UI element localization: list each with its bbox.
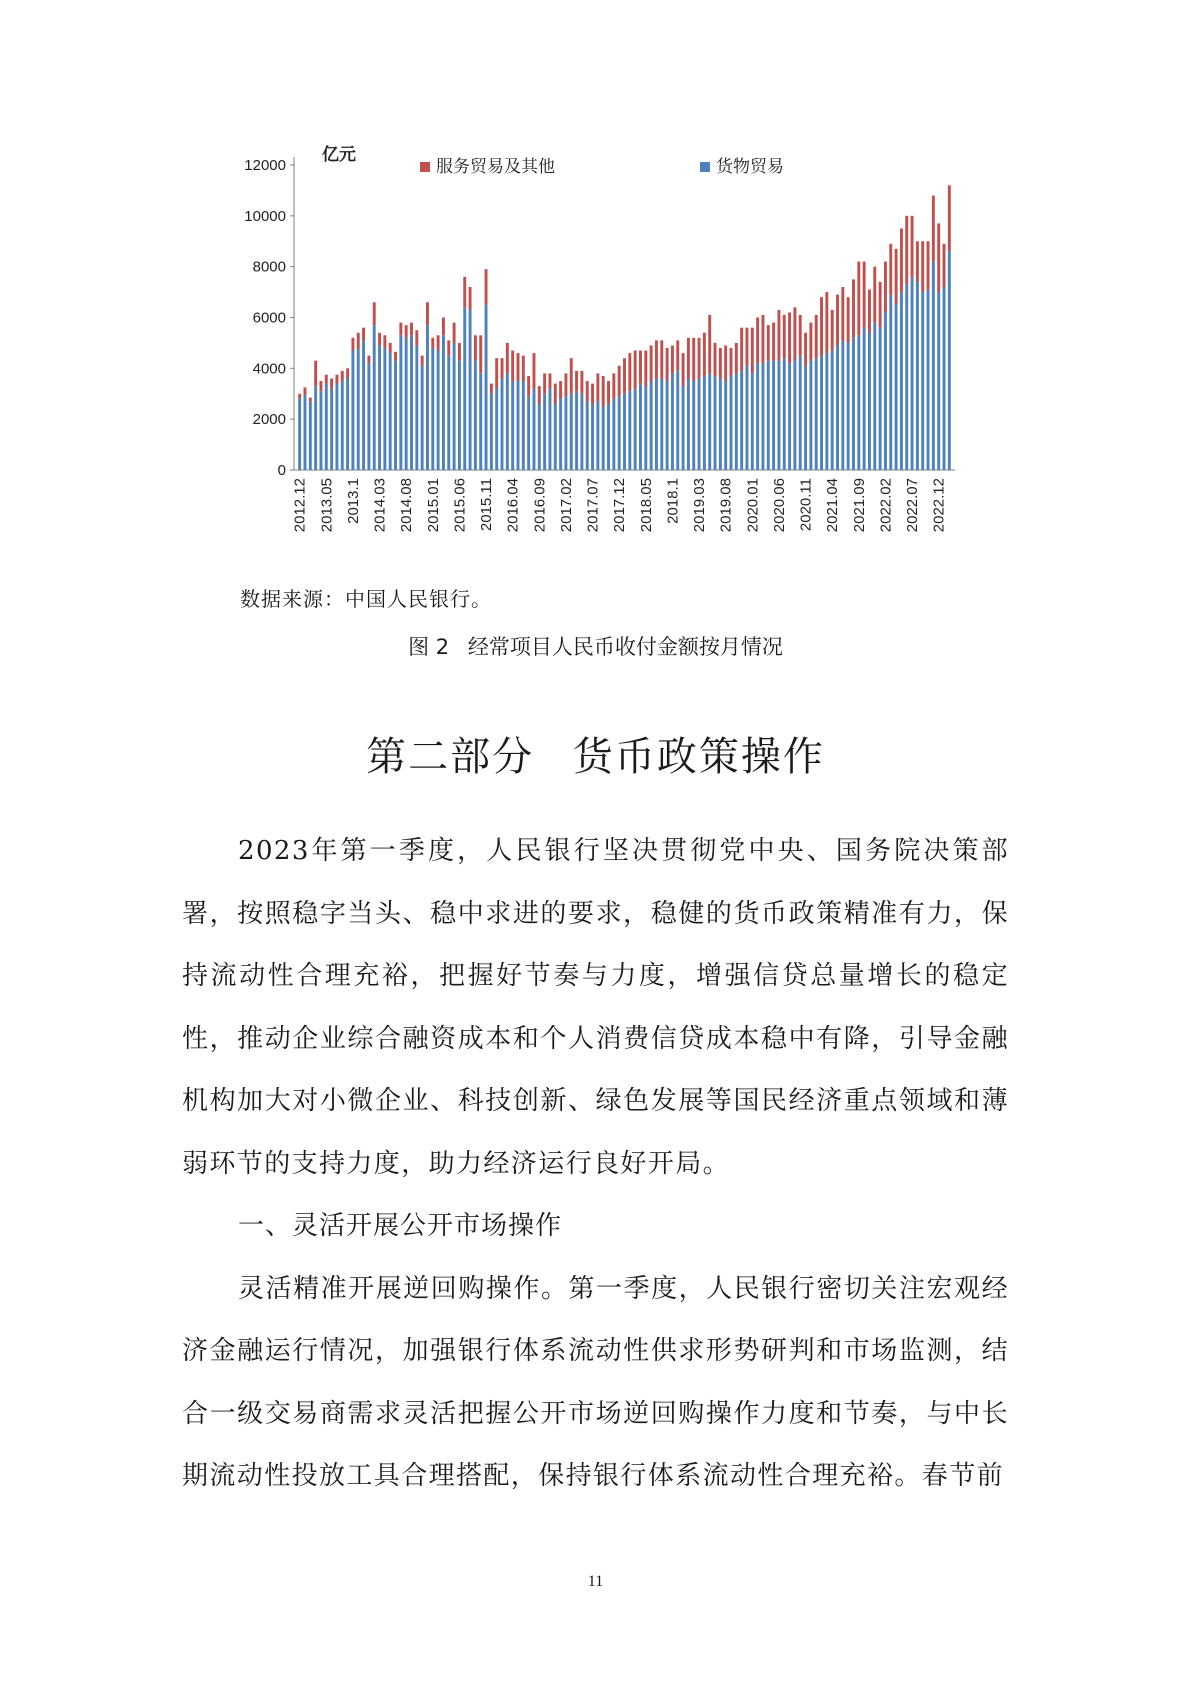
bar-services-trade [586,381,589,401]
bar-services-trade [719,348,722,379]
bar-goods-trade [868,333,871,470]
monthly-rmb-receipts-chart [225,140,985,560]
bar-goods-trade [511,381,514,470]
bar-services-trade [708,315,711,373]
bar-goods-trade [889,295,892,470]
bar-goods-trade [932,262,935,470]
figure-title: 经常项目人民币收付金额按月情况 [467,635,783,659]
bar-goods-trade [490,394,493,470]
bar-services-trade [351,338,354,351]
x-tick-label: 2022.07 [904,478,922,533]
bar-services-trade [612,373,615,398]
bar-services-trade [655,340,658,378]
bar-goods-trade [383,348,386,470]
bar-goods-trade [362,340,365,470]
bar-services-trade [793,307,796,360]
bar-goods-trade [884,312,887,470]
bar-services-trade [426,302,429,325]
bar-services-trade [692,338,695,381]
bar-services-trade [927,241,930,289]
bar-services-trade [666,348,669,381]
bar-goods-trade [373,325,376,470]
bar-goods-trade [346,379,349,471]
bar-goods-trade [538,404,541,470]
bar-goods-trade [879,328,882,470]
bar-goods-trade [543,394,546,470]
bar-goods-trade [746,366,749,470]
bar-services-trade [676,340,679,371]
y-tick-label: 0 [277,462,286,479]
page-number: 11 [587,1573,604,1590]
bar-goods-trade [405,338,408,470]
bar-services-trade [421,356,424,366]
bar-services-trade [357,333,360,348]
x-tick-label: 2019.03 [691,478,709,533]
bar-services-trade [671,345,674,373]
bar-goods-trade [415,345,418,470]
bar-services-trade [852,279,855,337]
bar-goods-trade [623,394,626,470]
x-tick-label: 2016.09 [531,478,549,533]
bar-goods-trade [607,404,610,470]
bar-goods-trade [911,277,914,470]
bar-services-trade [367,356,370,364]
y-axis-label: 亿元 [322,145,356,164]
bar-goods-trade [900,292,903,470]
y-tick-label: 4000 [252,360,286,378]
bar-services-trade [580,371,583,394]
bar-services-trade [895,249,898,305]
bar-goods-trade [437,351,440,470]
bar-goods-trade [873,323,876,470]
bar-goods-trade [341,381,344,470]
bar-goods-trade [777,361,780,470]
bar-goods-trade [841,340,844,470]
bar-services-trade [900,229,903,293]
bar-goods-trade [559,399,562,470]
bar-services-trade [618,366,621,397]
bar-goods-trade [857,335,860,470]
subsection-heading: 一、灵活开展公开市场操作 [238,1211,563,1241]
bar-services-trade [405,325,408,338]
bar-services-trade [682,353,685,386]
bar-goods-trade [698,379,701,471]
legend-label: 货物贸易 [716,157,784,176]
bar-services-trade [905,216,908,285]
bar-services-trade [644,351,647,387]
bar-services-trade [916,241,919,282]
bar-services-trade [458,343,461,361]
bar-goods-trade [501,379,504,471]
bar-services-trade [703,333,706,376]
bar-goods-trade [719,379,722,471]
bar-services-trade [341,371,344,381]
x-tick-label: 2012.12 [291,478,309,533]
bar-services-trade [453,323,456,343]
bar-goods-trade [916,282,919,470]
bar-goods-trade [863,328,866,470]
bar-services-trade [756,318,759,364]
x-tick-label: 2017.07 [584,478,602,533]
bar-goods-trade [905,284,908,470]
x-tick-label: 2014.03 [371,478,389,533]
bar-goods-trade [389,353,392,470]
bar-services-trade [847,297,850,343]
bar-services-trade [538,386,541,404]
bar-services-trade [533,353,536,389]
bar-services-trade [378,333,381,346]
bar-services-trade [607,381,610,404]
data-source-note: 数据来源：中国人民银行。 [240,587,492,611]
bar-goods-trade [831,351,834,470]
bar-services-trade [479,335,482,373]
bar-services-trade [335,375,338,384]
bar-goods-trade [319,391,322,470]
bar-goods-trade [421,366,424,470]
bar-goods-trade [703,376,706,470]
bar-services-trade [330,379,333,389]
bar-services-trade [831,310,834,351]
bar-services-trade [373,302,376,325]
bar-goods-trade [820,356,823,470]
bar-services-trade [554,384,557,404]
bar-services-trade [777,310,780,361]
bar-goods-trade [351,351,354,470]
bar-goods-trade [458,361,461,470]
bar-services-trade [346,368,349,378]
bar-services-trade [639,351,642,384]
bar-services-trade [469,287,472,310]
y-tick-label: 2000 [252,411,286,429]
bar-services-trade [399,323,402,336]
bar-goods-trade [740,371,743,470]
bar-services-trade [623,358,626,394]
bar-goods-trade [825,353,828,470]
bar-services-trade [314,361,317,386]
bar-services-trade [761,315,764,363]
x-tick-label: 2018.05 [637,478,655,533]
bar-services-trade [431,338,434,348]
bar-goods-trade [852,338,855,470]
y-tick-label: 10000 [244,207,286,225]
x-tick-label: 2017.02 [557,478,575,533]
bar-services-trade [559,381,562,399]
bar-goods-trade [735,373,738,470]
legend-label: 服务贸易及其他 [436,157,555,176]
bar-goods-trade [453,343,456,470]
bar-services-trade [746,328,749,366]
bar-goods-trade [799,356,802,470]
paragraph-lead: 灵活精准开展逆回购操作。 [238,1273,569,1304]
bar-goods-trade [761,363,764,470]
bar-goods-trade [426,325,429,470]
bar-services-trade [799,315,802,356]
bar-goods-trade [634,389,637,470]
bar-services-trade [809,323,812,361]
bar-services-trade [362,328,365,341]
bar-goods-trade [660,379,663,471]
legend-swatch [700,162,710,172]
bar-services-trade [628,353,631,391]
bar-services-trade [570,358,573,394]
bar-services-trade [602,376,605,407]
bar-goods-trade [357,348,360,470]
bar-services-trade [772,323,775,361]
x-tick-label: 2015.01 [424,478,442,533]
x-tick-label: 2019.08 [717,478,735,533]
bar-goods-trade [442,335,445,470]
bar-services-trade [943,244,946,287]
bar-services-trade [868,290,871,333]
x-tick-label: 2020.06 [770,478,788,533]
bar-goods-trade [506,373,509,470]
bar-services-trade [511,351,514,382]
x-tick-label: 2022.02 [877,478,895,533]
bar-goods-trade [682,386,685,470]
x-tick-label: 2016.04 [504,478,522,533]
bar-goods-trade [836,345,839,470]
bar-goods-trade [394,361,397,470]
bar-services-trade [410,323,413,336]
bar-goods-trade [602,406,605,470]
bar-goods-trade [527,396,530,470]
bar-goods-trade [522,381,525,470]
bar-goods-trade [463,307,466,470]
bar-goods-trade [533,389,536,470]
bar-goods-trade [937,292,940,470]
bar-goods-trade [767,361,770,470]
x-tick-label: 2020.01 [744,478,762,533]
bar-services-trade [660,340,663,378]
bar-services-trade [596,373,599,401]
bar-services-trade [447,340,450,355]
bar-goods-trade [469,310,472,470]
bar-services-trade [820,297,823,355]
bar-services-trade [495,358,498,389]
bar-services-trade [937,223,940,292]
bar-goods-trade [517,381,520,470]
bar-services-trade [543,373,546,393]
bar-goods-trade [335,384,338,470]
x-tick-label: 2017.12 [611,478,629,533]
bar-goods-trade [756,363,759,470]
bar-services-trade [506,343,509,374]
bar-goods-trade [378,345,381,470]
section-name: 货币政策操作 [572,734,825,780]
bar-goods-trade [367,363,370,470]
x-tick-label: 2013.05 [318,478,336,533]
bar-goods-trade [692,381,695,470]
bar-services-trade [783,315,786,358]
bar-services-trade [298,394,301,399]
figure-label: 图 2 [408,635,450,659]
bar-goods-trade [671,373,674,470]
bar-goods-trade [639,384,642,470]
bar-goods-trade [783,358,786,470]
bar-goods-trade [495,389,498,470]
bar-goods-trade [399,335,402,470]
x-tick-label: 2014.08 [398,478,416,533]
bar-goods-trade [793,361,796,470]
bar-goods-trade [815,358,818,470]
bar-goods-trade [612,399,615,470]
bar-services-trade [911,216,914,277]
x-tick-label: 2015.06 [451,478,469,533]
bar-services-trade [304,387,307,395]
bar-goods-trade [564,396,567,470]
bar-goods-trade [554,404,557,470]
bar-goods-trade [330,389,333,470]
bar-goods-trade [676,371,679,470]
paragraph-reverse-repo-text: 第一季度，人民银行密切关注宏观经济金融运行情况，加强银行体系流动性供求形势研判和市场监测，结合一级交易商需求灵活把握公开市场逆回购操作力度和节奏，与中长期流动性投放工具合理搭配，保持银行体系流动性合理充裕。春节前 [182,1273,1009,1491]
bar-goods-trade [927,290,930,470]
bar-goods-trade [298,399,301,470]
bar-services-trade [857,262,860,336]
bar-services-trade [517,353,520,381]
bar-goods-trade [447,356,450,470]
bar-services-trade [325,375,328,384]
bar-goods-trade [644,386,647,470]
bar-services-trade [442,318,445,336]
bar-services-trade [564,373,567,396]
bar-services-trade [389,343,392,353]
bar-services-trade [863,262,866,328]
bar-goods-trade [628,391,631,470]
bar-services-trade [319,381,322,391]
bar-services-trade [501,358,504,378]
y-tick-label: 8000 [252,258,286,276]
x-tick-label: 2020.11 [797,478,815,532]
x-tick-label: 2021.04 [824,478,842,533]
bar-services-trade [921,241,924,292]
bar-services-trade [309,398,312,402]
bar-services-trade [884,262,887,313]
figure-caption [0,631,1191,661]
bar-goods-trade [548,389,551,470]
bar-services-trade [889,244,892,295]
bar-services-trade [932,196,935,262]
bar-goods-trade [804,366,807,470]
bar-services-trade [724,345,727,381]
bar-services-trade [650,345,653,381]
bar-services-trade [575,371,578,391]
bar-services-trade [463,277,466,308]
bar-services-trade [804,333,807,366]
section-title [0,725,1191,782]
bar-services-trade [394,352,397,361]
bar-services-trade [879,282,882,328]
bar-goods-trade [655,379,658,471]
bar-goods-trade [618,396,621,470]
bar-services-trade [490,384,493,394]
bar-services-trade [474,335,477,360]
bar-goods-trade [847,343,850,470]
bar-services-trade [730,348,733,376]
bar-services-trade [415,330,418,345]
bar-goods-trade [309,401,312,470]
bar-services-trade [767,325,770,361]
bar-services-trade [836,295,839,346]
bar-services-trade [751,328,754,374]
bar-goods-trade [809,361,812,470]
body-text [182,820,1009,1508]
bar-goods-trade [895,305,898,470]
bar-goods-trade [325,384,328,470]
bar-services-trade [527,376,530,396]
bar-goods-trade [687,379,690,471]
bar-goods-trade [714,376,717,470]
bar-goods-trade [575,391,578,470]
bar-goods-trade [304,395,307,470]
x-tick-label: 2021.09 [850,478,868,533]
bar-goods-trade [586,401,589,470]
x-tick-label: 2022.12 [930,478,948,533]
bar-goods-trade [948,251,951,470]
bar-goods-trade [943,287,946,470]
bar-services-trade [714,343,717,376]
y-tick-label: 12000 [244,157,286,174]
paragraph-intro: 2023年第一季度，人民银行坚决贯彻党中央、国务院决策部署，按照稳字当头、稳中求进的要求，稳健的货币政策精准有力，保持流动性合理充裕，把握好节奏与力度，增强信贷总量增长的稳定性，推动企业综合融资成本和个人消费信贷成本稳中有降，引导金融机构加大对小微企业、科技创新、绿色发展等国民经济重点领域和薄弱环节的支持力度，助力经济运行良好开局。 [182,836,1009,1179]
bar-goods-trade [708,373,711,470]
bar-goods-trade [730,376,733,470]
bar-services-trade [873,267,876,323]
x-tick-label: 2015.11 [478,478,496,532]
bar-services-trade [485,269,488,305]
legend-swatch [420,162,430,172]
bar-goods-trade [431,348,434,470]
bar-goods-trade [485,305,488,470]
x-tick-label: 2013.1 [344,478,362,524]
bar-goods-trade [921,292,924,470]
bar-goods-trade [772,361,775,470]
bar-services-trade [548,373,551,388]
bar-goods-trade [751,373,754,470]
bar-services-trade [591,384,594,404]
bar-services-trade [634,351,637,389]
bar-services-trade [948,185,951,251]
y-tick-label: 6000 [252,309,286,327]
bar-goods-trade [724,381,727,470]
bar-goods-trade [580,394,583,470]
bar-goods-trade [479,373,482,470]
bar-goods-trade [650,381,653,470]
bar-services-trade [735,343,738,374]
bar-services-trade [522,356,525,381]
bar-services-trade [788,312,791,363]
bar-goods-trade [410,335,413,470]
x-tick-label: 2018.1 [664,478,682,524]
paragraph-reverse-repo [182,1258,1009,1508]
bar-services-trade [740,328,743,371]
bar-goods-trade [591,404,594,470]
bar-services-trade [815,315,818,358]
bar-services-trade [383,335,386,348]
bar-services-trade [687,338,690,379]
bar-services-trade [825,292,828,353]
bar-services-trade [437,335,440,350]
bar-goods-trade [788,363,791,470]
section-part: 第二部分 [366,734,535,780]
bar-goods-trade [314,386,317,470]
bar-goods-trade [596,401,599,470]
bar-goods-trade [666,381,669,470]
bar-services-trade [698,338,701,379]
bar-goods-trade [474,361,477,470]
bar-goods-trade [570,394,573,470]
bar-services-trade [841,287,844,340]
